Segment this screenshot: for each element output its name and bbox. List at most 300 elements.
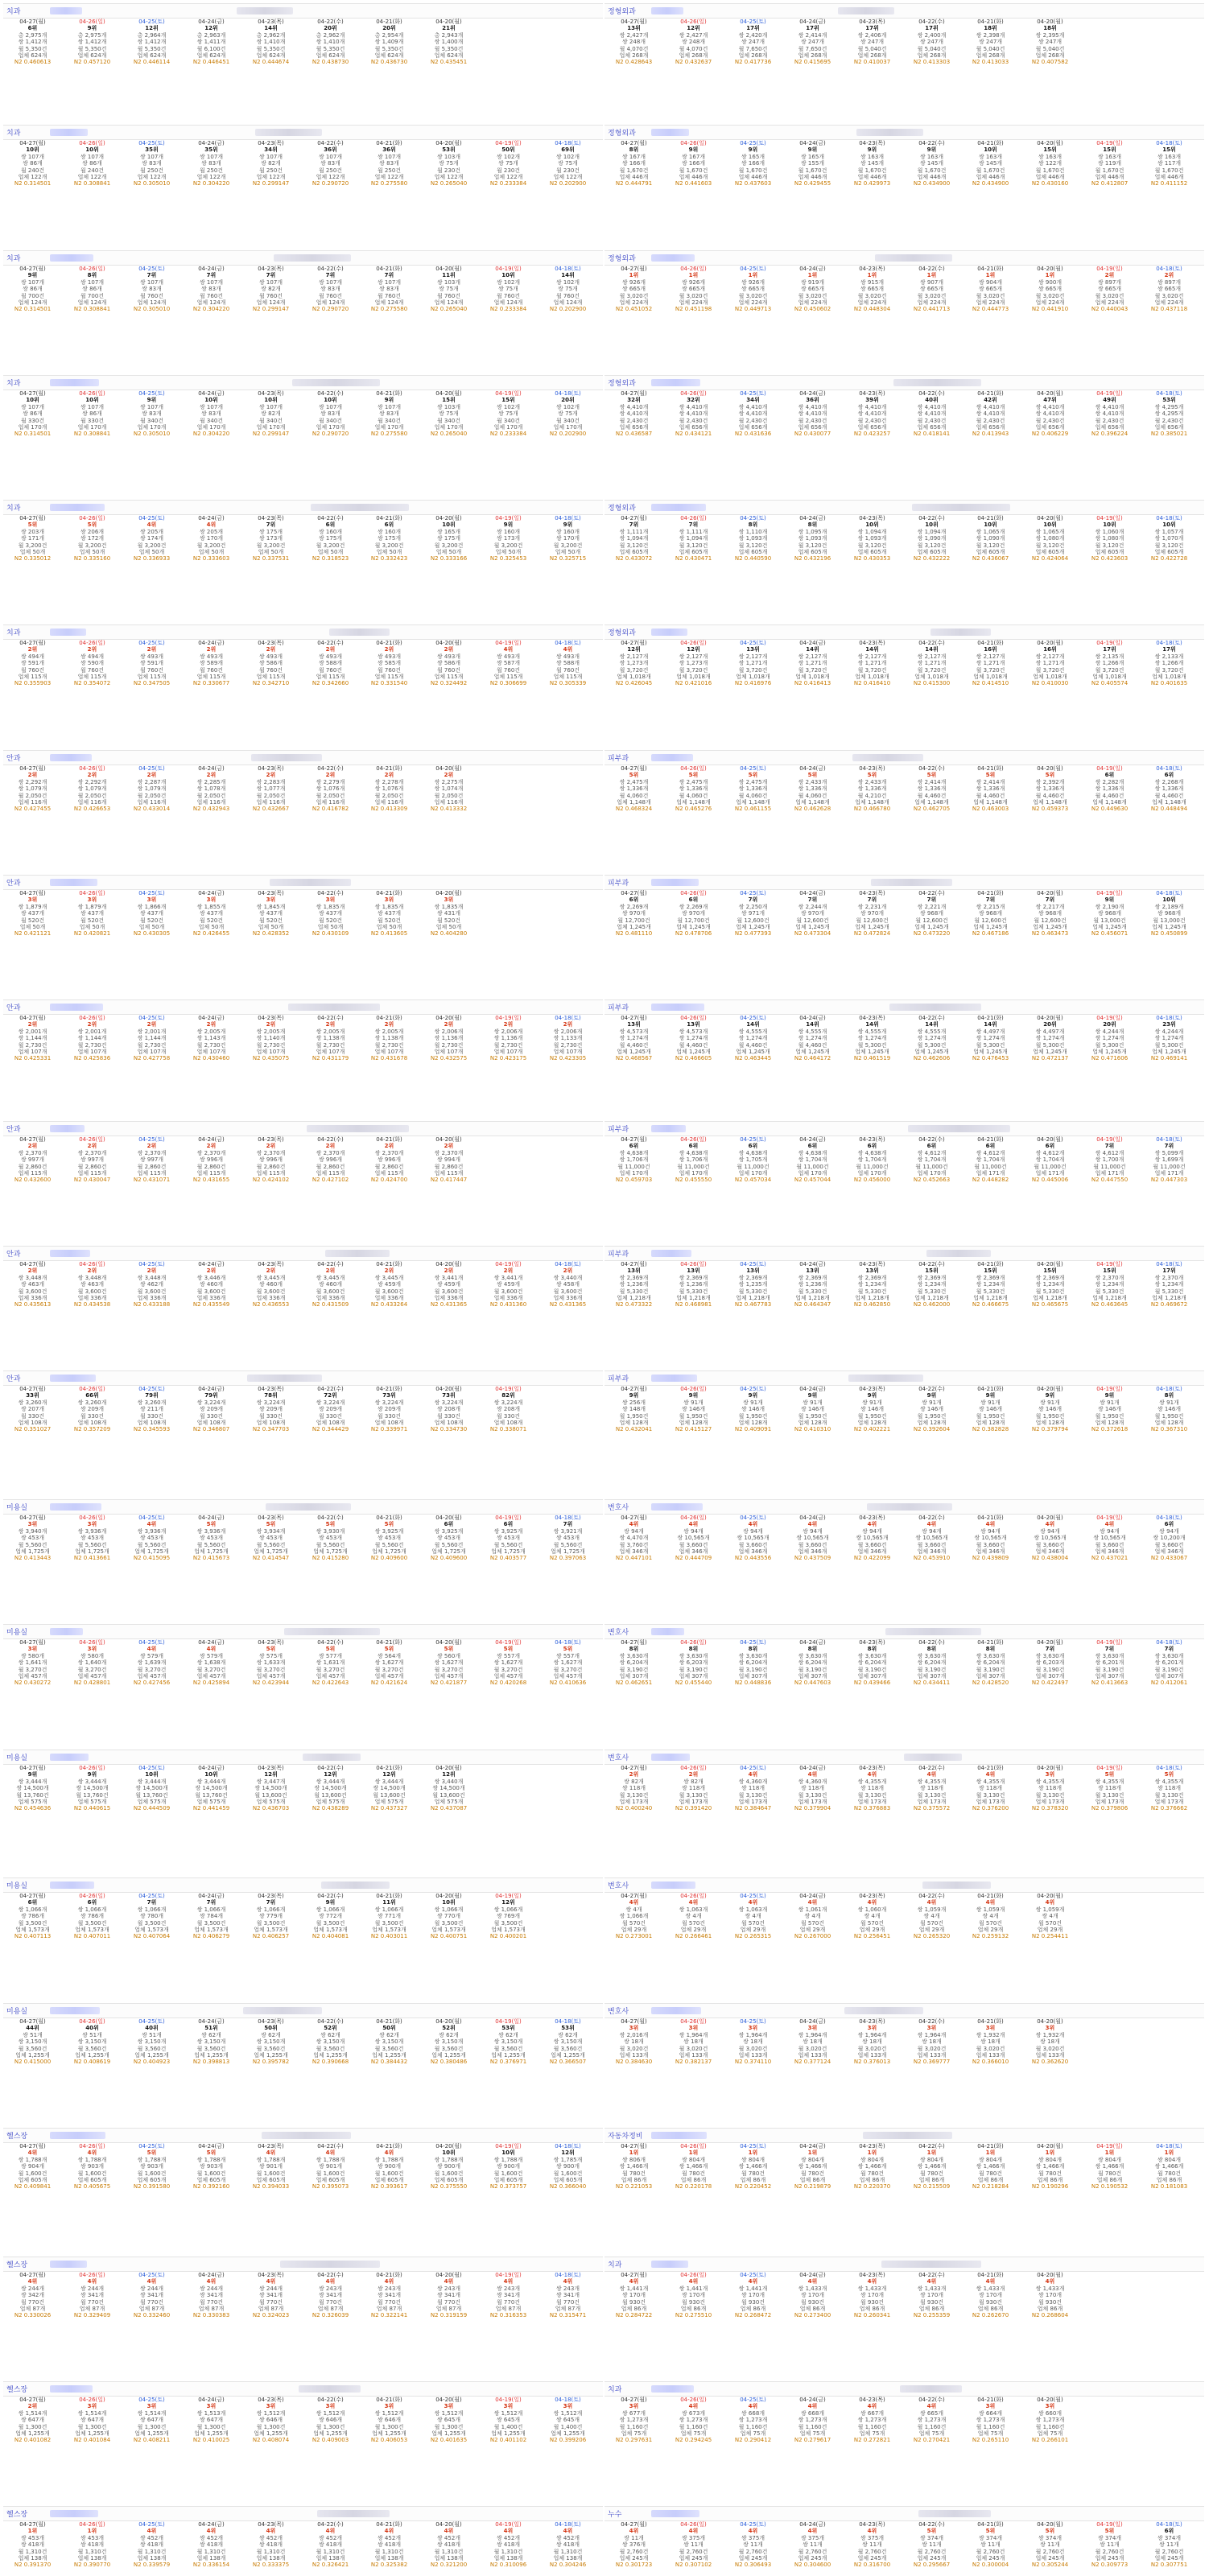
block-header[interactable] <box>604 3 1204 19</box>
day-rank-cell[interactable] <box>843 390 902 445</box>
day-rank-cell[interactable] <box>1080 1639 1139 1694</box>
day-rank-cell[interactable] <box>419 266 478 320</box>
day-rank-cell[interactable] <box>902 765 961 820</box>
day-rank-cell[interactable] <box>783 2143 842 2198</box>
block-header[interactable] <box>3 750 603 765</box>
day-rank-cell[interactable] <box>122 19 181 73</box>
day-rank-cell[interactable] <box>783 1515 842 1569</box>
day-rank-cell[interactable] <box>843 2397 902 2451</box>
day-rank-cell[interactable] <box>843 2143 902 2198</box>
day-rank-cell[interactable] <box>843 140 902 195</box>
day-rank-cell[interactable] <box>724 1386 782 1440</box>
day-rank-cell[interactable] <box>961 1765 1020 1820</box>
day-rank-cell[interactable] <box>538 2018 597 2073</box>
day-rank-cell[interactable] <box>961 1639 1020 1694</box>
day-rank-cell[interactable] <box>1021 515 1079 570</box>
day-rank-cell[interactable] <box>538 1515 597 1569</box>
block-header[interactable] <box>3 2257 603 2272</box>
block-header[interactable] <box>604 125 1204 140</box>
day-rank-cell[interactable] <box>301 515 360 570</box>
day-rank-cell[interactable] <box>360 2272 419 2327</box>
block-header[interactable] <box>3 624 603 640</box>
day-rank-cell[interactable] <box>961 1015 1020 1070</box>
day-rank-cell[interactable] <box>902 2397 961 2451</box>
day-rank-cell[interactable] <box>1080 1136 1139 1191</box>
day-rank-cell[interactable] <box>902 2521 961 2576</box>
day-rank-cell[interactable] <box>902 1136 961 1191</box>
day-rank-cell[interactable] <box>419 640 478 694</box>
day-rank-cell[interactable] <box>1021 19 1079 73</box>
day-rank-cell[interactable] <box>1080 515 1139 570</box>
day-rank-cell[interactable] <box>961 19 1020 73</box>
day-rank-cell[interactable] <box>182 2397 241 2451</box>
day-rank-cell[interactable] <box>241 515 300 570</box>
day-rank-cell[interactable] <box>301 1765 360 1820</box>
day-rank-cell[interactable] <box>961 266 1020 320</box>
day-rank-cell[interactable] <box>538 1639 597 1694</box>
day-rank-cell[interactable] <box>182 2272 241 2327</box>
day-rank-cell[interactable] <box>3 2272 62 2327</box>
day-rank-cell[interactable] <box>538 140 597 195</box>
day-rank-cell[interactable] <box>902 1386 961 1440</box>
day-rank-cell[interactable] <box>301 1015 360 1070</box>
day-rank-cell[interactable] <box>1140 2143 1199 2198</box>
day-rank-cell[interactable] <box>724 390 782 445</box>
day-rank-cell[interactable] <box>1080 890 1139 945</box>
day-rank-cell[interactable] <box>3 266 62 320</box>
day-rank-cell[interactable] <box>961 2397 1020 2451</box>
day-rank-cell[interactable] <box>301 2272 360 2327</box>
block-header[interactable] <box>3 1121 603 1136</box>
day-rank-cell[interactable] <box>664 2272 723 2327</box>
day-rank-cell[interactable] <box>783 2397 842 2451</box>
day-rank-cell[interactable] <box>479 390 538 445</box>
day-rank-cell[interactable] <box>664 2397 723 2451</box>
day-rank-cell[interactable] <box>604 2018 663 2073</box>
day-rank-cell[interactable] <box>1021 390 1079 445</box>
day-rank-cell[interactable] <box>604 1386 663 1440</box>
day-rank-cell[interactable] <box>1021 1015 1079 1070</box>
day-rank-cell[interactable] <box>724 140 782 195</box>
day-rank-cell[interactable] <box>479 2018 538 2073</box>
day-rank-cell[interactable] <box>961 2272 1020 2327</box>
day-rank-cell[interactable] <box>783 140 842 195</box>
day-rank-cell[interactable] <box>301 19 360 73</box>
day-rank-cell[interactable] <box>843 2272 902 2327</box>
block-header[interactable] <box>3 2381 603 2397</box>
day-rank-cell[interactable] <box>241 1015 300 1070</box>
day-rank-cell[interactable] <box>538 1015 597 1070</box>
day-rank-cell[interactable] <box>122 2143 181 2198</box>
day-rank-cell[interactable] <box>241 1386 300 1440</box>
day-rank-cell[interactable] <box>360 515 419 570</box>
day-rank-cell[interactable] <box>122 390 181 445</box>
day-rank-cell[interactable] <box>1021 1136 1079 1191</box>
day-rank-cell[interactable] <box>3 2521 62 2576</box>
day-rank-cell[interactable] <box>241 1261 300 1316</box>
day-rank-cell[interactable] <box>724 2521 782 2576</box>
day-rank-cell[interactable] <box>360 2521 419 2576</box>
day-rank-cell[interactable] <box>961 390 1020 445</box>
day-rank-cell[interactable] <box>301 390 360 445</box>
day-rank-cell[interactable] <box>360 2143 419 2198</box>
day-rank-cell[interactable] <box>1140 390 1199 445</box>
day-rank-cell[interactable] <box>843 515 902 570</box>
day-rank-cell[interactable] <box>479 2143 538 2198</box>
day-rank-cell[interactable] <box>538 2272 597 2327</box>
day-rank-cell[interactable] <box>902 1639 961 1694</box>
day-rank-cell[interactable] <box>783 266 842 320</box>
block-header[interactable] <box>3 1877 603 1893</box>
day-rank-cell[interactable] <box>182 19 241 73</box>
day-rank-cell[interactable] <box>301 2397 360 2451</box>
block-header[interactable] <box>604 1624 1204 1639</box>
day-rank-cell[interactable] <box>961 1515 1020 1569</box>
day-rank-cell[interactable] <box>902 1515 961 1569</box>
day-rank-cell[interactable] <box>538 266 597 320</box>
day-rank-cell[interactable] <box>1021 2272 1079 2327</box>
day-rank-cell[interactable] <box>604 515 663 570</box>
day-rank-cell[interactable] <box>1021 140 1079 195</box>
day-rank-cell[interactable] <box>63 1015 122 1070</box>
day-rank-cell[interactable] <box>182 2018 241 2073</box>
day-rank-cell[interactable] <box>538 1261 597 1316</box>
day-rank-cell[interactable] <box>360 1261 419 1316</box>
day-rank-cell[interactable] <box>479 2521 538 2576</box>
day-rank-cell[interactable] <box>724 266 782 320</box>
block-header[interactable] <box>604 2257 1204 2272</box>
day-rank-cell[interactable] <box>724 2272 782 2327</box>
day-rank-cell[interactable] <box>1140 1136 1199 1191</box>
day-rank-cell[interactable] <box>301 1386 360 1440</box>
day-rank-cell[interactable] <box>604 390 663 445</box>
day-rank-cell[interactable] <box>3 140 62 195</box>
block-header[interactable] <box>3 1499 603 1515</box>
day-rank-cell[interactable] <box>1080 1386 1139 1440</box>
day-rank-cell[interactable] <box>724 890 782 945</box>
day-rank-cell[interactable] <box>783 1893 842 1947</box>
day-rank-cell[interactable] <box>724 1136 782 1191</box>
day-rank-cell[interactable] <box>241 1515 300 1569</box>
day-rank-cell[interactable] <box>63 2272 122 2327</box>
day-rank-cell[interactable] <box>241 890 300 945</box>
day-rank-cell[interactable] <box>961 890 1020 945</box>
day-rank-cell[interactable] <box>301 140 360 195</box>
day-rank-cell[interactable] <box>360 1893 419 1947</box>
day-rank-cell[interactable] <box>724 2143 782 2198</box>
block-header[interactable] <box>604 1246 1204 1261</box>
day-rank-cell[interactable] <box>479 2272 538 2327</box>
day-rank-cell[interactable] <box>724 1639 782 1694</box>
day-rank-cell[interactable] <box>241 1765 300 1820</box>
day-rank-cell[interactable] <box>538 390 597 445</box>
day-rank-cell[interactable] <box>1140 140 1199 195</box>
day-rank-cell[interactable] <box>783 19 842 73</box>
day-rank-cell[interactable] <box>419 1261 478 1316</box>
day-rank-cell[interactable] <box>724 515 782 570</box>
day-rank-cell[interactable] <box>241 140 300 195</box>
day-rank-cell[interactable] <box>902 1765 961 1820</box>
block-header[interactable] <box>604 750 1204 765</box>
day-rank-cell[interactable] <box>843 1386 902 1440</box>
day-rank-cell[interactable] <box>1140 640 1199 694</box>
day-rank-cell[interactable] <box>538 640 597 694</box>
day-rank-cell[interactable] <box>63 140 122 195</box>
day-rank-cell[interactable] <box>419 1015 478 1070</box>
day-rank-cell[interactable] <box>783 765 842 820</box>
day-rank-cell[interactable] <box>1080 1261 1139 1316</box>
day-rank-cell[interactable] <box>961 515 1020 570</box>
day-rank-cell[interactable] <box>902 266 961 320</box>
day-rank-cell[interactable] <box>419 890 478 945</box>
day-rank-cell[interactable] <box>1021 890 1079 945</box>
day-rank-cell[interactable] <box>301 1261 360 1316</box>
day-rank-cell[interactable] <box>664 515 723 570</box>
day-rank-cell[interactable] <box>182 2143 241 2198</box>
day-rank-cell[interactable] <box>724 1765 782 1820</box>
day-rank-cell[interactable] <box>3 1015 62 1070</box>
day-rank-cell[interactable] <box>419 1765 478 1820</box>
day-rank-cell[interactable] <box>783 1386 842 1440</box>
day-rank-cell[interactable] <box>3 515 62 570</box>
day-rank-cell[interactable] <box>419 515 478 570</box>
day-rank-cell[interactable] <box>122 266 181 320</box>
day-rank-cell[interactable] <box>902 140 961 195</box>
day-rank-cell[interactable] <box>604 2397 663 2451</box>
day-rank-cell[interactable] <box>1140 2521 1199 2576</box>
day-rank-cell[interactable] <box>63 266 122 320</box>
day-rank-cell[interactable] <box>360 1386 419 1440</box>
block-header[interactable] <box>3 375 603 390</box>
day-rank-cell[interactable] <box>182 515 241 570</box>
day-rank-cell[interactable] <box>63 1765 122 1820</box>
day-rank-cell[interactable] <box>604 266 663 320</box>
day-rank-cell[interactable] <box>724 1893 782 1947</box>
day-rank-cell[interactable] <box>479 140 538 195</box>
day-rank-cell[interactable] <box>604 1893 663 1947</box>
day-rank-cell[interactable] <box>664 140 723 195</box>
day-rank-cell[interactable] <box>301 2521 360 2576</box>
day-rank-cell[interactable] <box>479 266 538 320</box>
day-rank-cell[interactable] <box>843 2018 902 2073</box>
day-rank-cell[interactable] <box>63 515 122 570</box>
day-rank-cell[interactable] <box>1021 640 1079 694</box>
day-rank-cell[interactable] <box>538 2143 597 2198</box>
day-rank-cell[interactable] <box>1080 1015 1139 1070</box>
day-rank-cell[interactable] <box>182 1639 241 1694</box>
block-header[interactable] <box>3 2506 603 2521</box>
day-rank-cell[interactable] <box>1140 1386 1199 1440</box>
day-rank-cell[interactable] <box>241 1893 300 1947</box>
day-rank-cell[interactable] <box>182 266 241 320</box>
day-rank-cell[interactable] <box>902 390 961 445</box>
day-rank-cell[interactable] <box>182 390 241 445</box>
day-rank-cell[interactable] <box>664 890 723 945</box>
block-header[interactable] <box>3 125 603 140</box>
day-rank-cell[interactable] <box>479 640 538 694</box>
day-rank-cell[interactable] <box>419 2272 478 2327</box>
day-rank-cell[interactable] <box>122 1261 181 1316</box>
day-rank-cell[interactable] <box>783 390 842 445</box>
day-rank-cell[interactable] <box>182 1261 241 1316</box>
day-rank-cell[interactable] <box>902 1893 961 1947</box>
day-rank-cell[interactable] <box>664 19 723 73</box>
block-header[interactable] <box>604 2003 1204 2018</box>
day-rank-cell[interactable] <box>1080 2143 1139 2198</box>
day-rank-cell[interactable] <box>241 1136 300 1191</box>
day-rank-cell[interactable] <box>724 1515 782 1569</box>
day-rank-cell[interactable] <box>241 2521 300 2576</box>
block-header[interactable] <box>3 1246 603 1261</box>
day-rank-cell[interactable] <box>63 640 122 694</box>
day-rank-cell[interactable] <box>1080 765 1139 820</box>
day-rank-cell[interactable] <box>241 640 300 694</box>
day-rank-cell[interactable] <box>902 1015 961 1070</box>
block-header[interactable] <box>3 999 603 1015</box>
block-header[interactable] <box>604 2128 1204 2143</box>
block-header[interactable] <box>3 875 603 890</box>
day-rank-cell[interactable] <box>783 890 842 945</box>
day-rank-cell[interactable] <box>301 1893 360 1947</box>
day-rank-cell[interactable] <box>63 1386 122 1440</box>
day-rank-cell[interactable] <box>843 1015 902 1070</box>
day-rank-cell[interactable] <box>479 1015 538 1070</box>
day-rank-cell[interactable] <box>1021 1893 1079 1947</box>
day-rank-cell[interactable] <box>1140 1261 1199 1316</box>
day-rank-cell[interactable] <box>1140 765 1199 820</box>
day-rank-cell[interactable] <box>301 765 360 820</box>
day-rank-cell[interactable] <box>360 1136 419 1191</box>
day-rank-cell[interactable] <box>3 1261 62 1316</box>
day-rank-cell[interactable] <box>1140 1765 1199 1820</box>
block-header[interactable] <box>3 2003 603 2018</box>
day-rank-cell[interactable] <box>604 890 663 945</box>
block-header[interactable] <box>604 250 1204 266</box>
day-rank-cell[interactable] <box>604 1639 663 1694</box>
day-rank-cell[interactable] <box>843 890 902 945</box>
day-rank-cell[interactable] <box>419 2143 478 2198</box>
day-rank-cell[interactable] <box>664 765 723 820</box>
day-rank-cell[interactable] <box>1140 890 1199 945</box>
day-rank-cell[interactable] <box>783 2272 842 2327</box>
day-rank-cell[interactable] <box>122 1386 181 1440</box>
day-rank-cell[interactable] <box>724 2018 782 2073</box>
day-rank-cell[interactable] <box>63 390 122 445</box>
day-rank-cell[interactable] <box>1021 1261 1079 1316</box>
block-header[interactable] <box>604 1370 1204 1386</box>
day-rank-cell[interactable] <box>783 515 842 570</box>
day-rank-cell[interactable] <box>241 2018 300 2073</box>
day-rank-cell[interactable] <box>301 266 360 320</box>
day-rank-cell[interactable] <box>783 1136 842 1191</box>
day-rank-cell[interactable] <box>241 2272 300 2327</box>
block-header[interactable] <box>604 375 1204 390</box>
day-rank-cell[interactable] <box>241 2397 300 2451</box>
day-rank-cell[interactable] <box>122 2521 181 2576</box>
day-rank-cell[interactable] <box>419 140 478 195</box>
day-rank-cell[interactable] <box>301 2018 360 2073</box>
day-rank-cell[interactable] <box>419 765 478 820</box>
day-rank-cell[interactable] <box>3 2018 62 2073</box>
day-rank-cell[interactable] <box>122 140 181 195</box>
day-rank-cell[interactable] <box>122 1893 181 1947</box>
day-rank-cell[interactable] <box>961 1261 1020 1316</box>
day-rank-cell[interactable] <box>182 1015 241 1070</box>
day-rank-cell[interactable] <box>604 140 663 195</box>
day-rank-cell[interactable] <box>961 640 1020 694</box>
day-rank-cell[interactable] <box>724 2397 782 2451</box>
day-rank-cell[interactable] <box>360 1765 419 1820</box>
day-rank-cell[interactable] <box>843 266 902 320</box>
day-rank-cell[interactable] <box>1021 266 1079 320</box>
day-rank-cell[interactable] <box>664 1893 723 1947</box>
day-rank-cell[interactable] <box>63 765 122 820</box>
day-rank-cell[interactable] <box>479 2397 538 2451</box>
day-rank-cell[interactable] <box>122 890 181 945</box>
day-rank-cell[interactable] <box>1140 1515 1199 1569</box>
day-rank-cell[interactable] <box>360 1515 419 1569</box>
day-rank-cell[interactable] <box>1021 1639 1079 1694</box>
day-rank-cell[interactable] <box>122 2397 181 2451</box>
block-header[interactable] <box>604 1499 1204 1515</box>
block-header[interactable] <box>604 2381 1204 2397</box>
day-rank-cell[interactable] <box>538 2521 597 2576</box>
day-rank-cell[interactable] <box>182 640 241 694</box>
block-header[interactable] <box>604 875 1204 890</box>
day-rank-cell[interactable] <box>1080 2521 1139 2576</box>
day-rank-cell[interactable] <box>724 765 782 820</box>
day-rank-cell[interactable] <box>783 1639 842 1694</box>
day-rank-cell[interactable] <box>63 1261 122 1316</box>
block-header[interactable] <box>3 250 603 266</box>
day-rank-cell[interactable] <box>182 765 241 820</box>
day-rank-cell[interactable] <box>604 2143 663 2198</box>
day-rank-cell[interactable] <box>1080 390 1139 445</box>
day-rank-cell[interactable] <box>182 1765 241 1820</box>
day-rank-cell[interactable] <box>902 640 961 694</box>
day-rank-cell[interactable] <box>961 1893 1020 1947</box>
day-rank-cell[interactable] <box>63 1893 122 1947</box>
day-rank-cell[interactable] <box>843 765 902 820</box>
day-rank-cell[interactable] <box>182 1893 241 1947</box>
day-rank-cell[interactable] <box>1021 2018 1079 2073</box>
day-rank-cell[interactable] <box>843 1765 902 1820</box>
day-rank-cell[interactable] <box>538 2397 597 2451</box>
block-header[interactable] <box>3 2128 603 2143</box>
day-rank-cell[interactable] <box>360 2018 419 2073</box>
day-rank-cell[interactable] <box>3 390 62 445</box>
day-rank-cell[interactable] <box>1140 1015 1199 1070</box>
day-rank-cell[interactable] <box>961 140 1020 195</box>
day-rank-cell[interactable] <box>724 1015 782 1070</box>
day-rank-cell[interactable] <box>3 1639 62 1694</box>
day-rank-cell[interactable] <box>604 765 663 820</box>
block-header[interactable] <box>3 1750 603 1765</box>
day-rank-cell[interactable] <box>664 2143 723 2198</box>
block-header[interactable] <box>604 1750 1204 1765</box>
day-rank-cell[interactable] <box>604 2521 663 2576</box>
day-rank-cell[interactable] <box>122 765 181 820</box>
day-rank-cell[interactable] <box>902 890 961 945</box>
day-rank-cell[interactable] <box>664 2521 723 2576</box>
day-rank-cell[interactable] <box>479 1386 538 1440</box>
day-rank-cell[interactable] <box>419 390 478 445</box>
day-rank-cell[interactable] <box>843 1893 902 1947</box>
day-rank-cell[interactable] <box>63 19 122 73</box>
day-rank-cell[interactable] <box>122 1515 181 1569</box>
day-rank-cell[interactable] <box>301 1136 360 1191</box>
day-rank-cell[interactable] <box>843 1639 902 1694</box>
